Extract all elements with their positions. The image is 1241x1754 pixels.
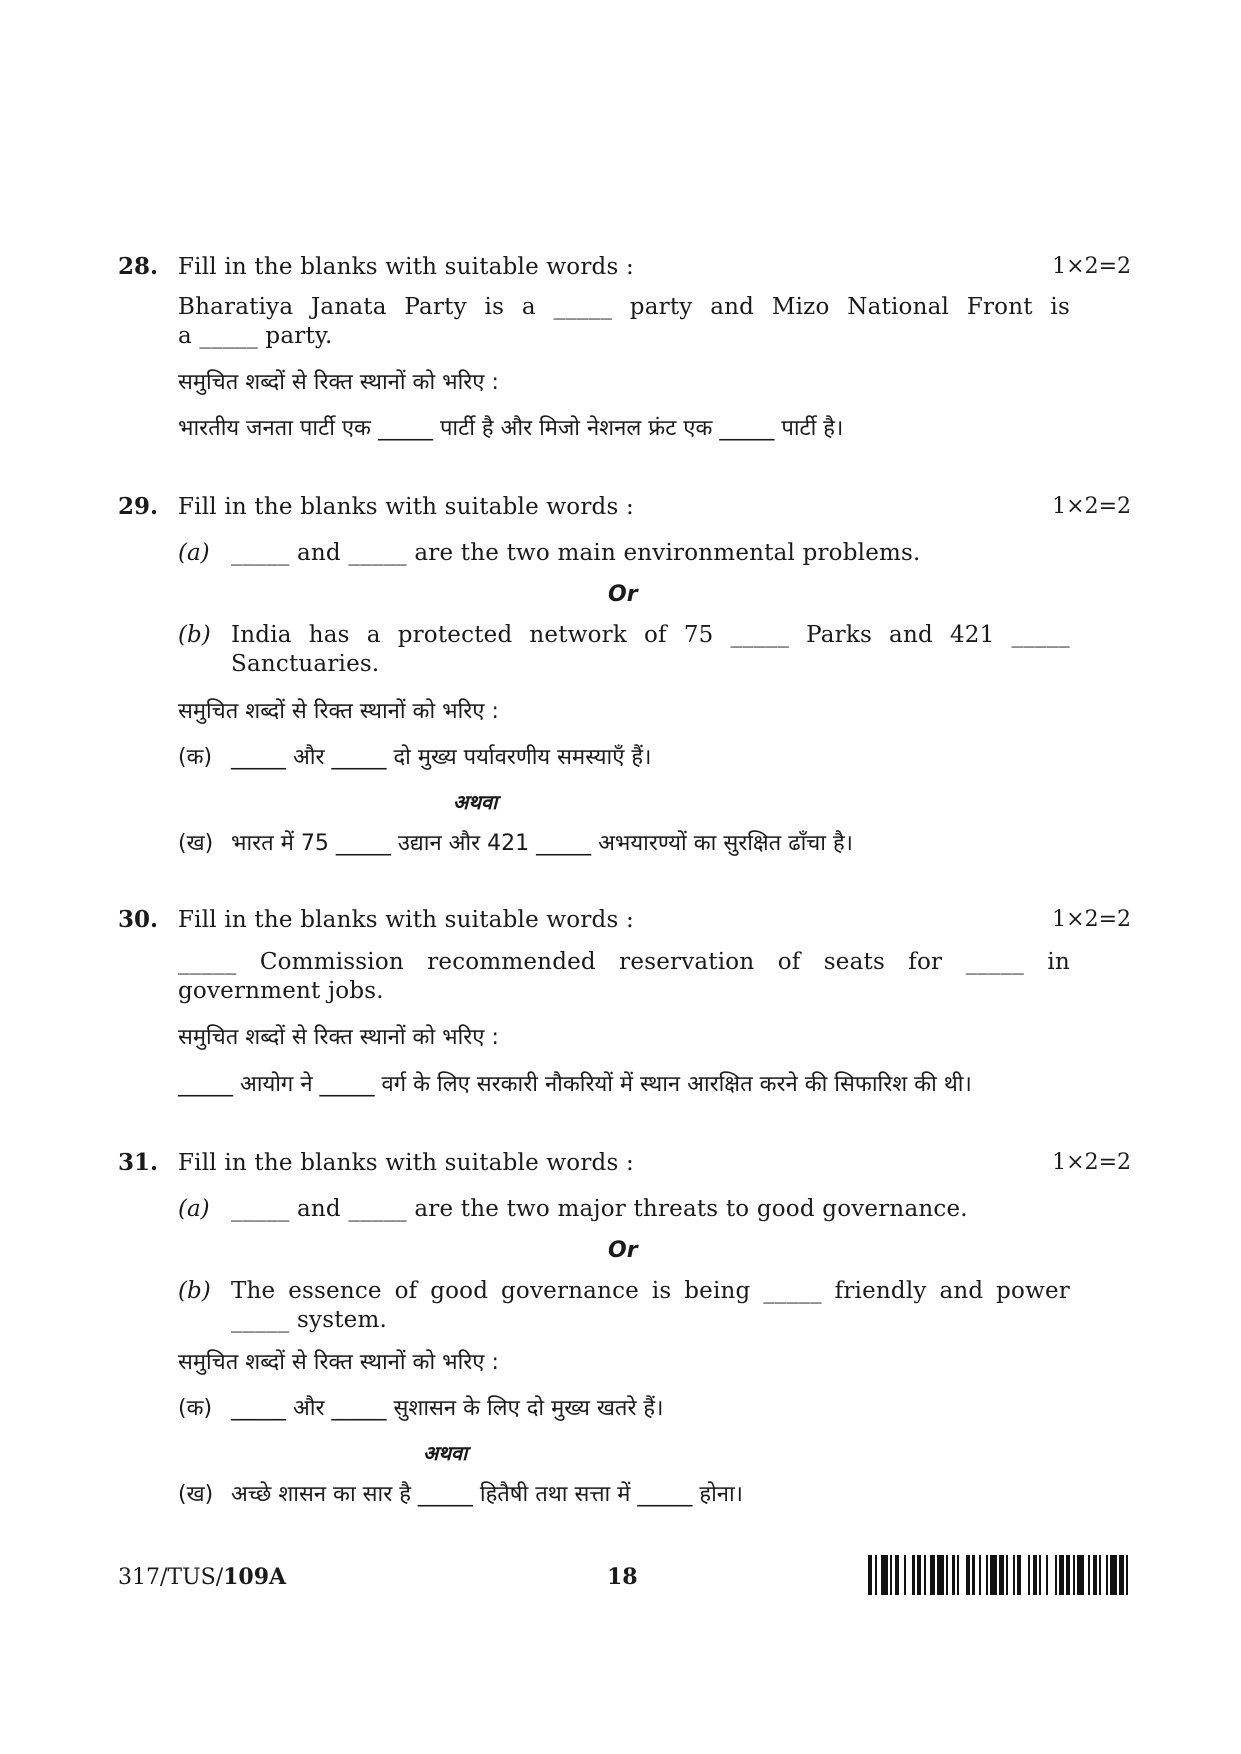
barcode-bar xyxy=(990,1555,997,1595)
barcode-bar xyxy=(1048,1555,1055,1595)
question-text-line1: Bharatiya Janata Party is a _____ party and Mizo National Front is xyxy=(178,294,1070,320)
barcode-bar xyxy=(959,1555,966,1595)
barcode-bar xyxy=(1128,1555,1132,1595)
barcode-bar xyxy=(937,1555,944,1595)
barcode-bar xyxy=(906,1555,913,1595)
question-marks: 1×2=2 xyxy=(1052,907,1131,932)
question-prompt: Fill in the blanks with suitable words : xyxy=(178,254,634,280)
question-marks: 1×2=2 xyxy=(1052,1150,1131,1175)
barcode-bar xyxy=(1077,1555,1084,1595)
option-a-label: (a) xyxy=(178,1196,210,1222)
option-b-line2: Sanctuaries. xyxy=(231,651,380,677)
question-marks: 1×2=2 xyxy=(1052,254,1131,279)
question-text-line1: _____ Commission recommended reservation of seats for _____ in xyxy=(178,949,1070,975)
hindi-prompt: समुचित शब्दों से रिक्त स्थानों को भरिए : xyxy=(178,699,499,724)
question-prompt: Fill in the blanks with suitable words : xyxy=(178,494,634,520)
hindi-or-separator: अथवा xyxy=(423,1441,468,1465)
option-b-label: (b) xyxy=(178,1278,211,1304)
question-prompt: Fill in the blanks with suitable words : xyxy=(178,907,634,933)
or-separator: Or xyxy=(608,1238,638,1263)
option-b-line1: India has a protected network of 75 _____ Parks and 421 _____ xyxy=(231,622,1070,648)
barcode xyxy=(868,1555,1133,1595)
hindi-question-text: _____ आयोग ने _____ वर्ग के लिए सरकारी नौकरियों में स्थान आरक्षित करने की सिफारिश की थी। xyxy=(178,1072,972,1097)
hindi-prompt: समुचित शब्दों से रिक्त स्थानों को भरिए : xyxy=(178,370,499,395)
option-kha-label: (ख) xyxy=(178,831,214,856)
paper-code xyxy=(118,1562,286,1593)
option-ka-text: _____ और _____ दो मुख्य पर्यावरणीय समस्याएँ हैं। xyxy=(231,745,652,770)
option-kha-text: भारत में 75 _____ उद्यान और 421 _____ अभयारण्यों का सुरक्षित ढाँचा है। xyxy=(231,831,853,856)
option-kha-label: (ख) xyxy=(178,1482,214,1507)
option-b-line2: _____ system. xyxy=(231,1307,387,1333)
option-b-label: (b) xyxy=(178,622,211,648)
option-ka-text: _____ और _____ सुशासन के लिए दो मुख्य खतरे हैं। xyxy=(231,1396,664,1421)
option-a-text: _____ and _____ are the two main environmental problems. xyxy=(231,540,921,566)
question-text-line2: a _____ party. xyxy=(178,323,333,349)
question-text-line2: government jobs. xyxy=(178,978,384,1004)
question-marks: 1×2=2 xyxy=(1052,494,1131,519)
option-a-label: (a) xyxy=(178,540,210,566)
or-separator: Or xyxy=(608,582,638,607)
hindi-prompt: समुचित शब्दों से रिक्त स्थानों को भरिए : xyxy=(178,1025,499,1050)
hindi-question-text: भारतीय जनता पार्टी एक _____ पार्टी है और मिजो नेशनल फ्रंट एक _____ पार्टी है। xyxy=(178,416,844,441)
question-number: 30. xyxy=(118,906,159,933)
paper-code-prefix: 317/TUS/ xyxy=(118,1565,224,1590)
option-a-text: _____ and _____ are the two major threats to good governance. xyxy=(231,1196,968,1222)
barcode-bar xyxy=(881,1555,888,1595)
question-number: 29. xyxy=(118,493,159,520)
barcode-bar xyxy=(1110,1555,1117,1595)
barcode-bar xyxy=(1021,1555,1028,1595)
question-prompt: Fill in the blanks with suitable words : xyxy=(178,1150,634,1176)
hindi-prompt: समुचित शब्दों से रिक्त स्थानों को भरिए : xyxy=(178,1350,499,1375)
question-number: 28. xyxy=(118,253,159,280)
hindi-or-separator: अथवा xyxy=(453,790,498,814)
page-number: 18 xyxy=(607,1564,638,1590)
option-b-line1: The essence of good governance is being _____ friendly and power xyxy=(231,1278,1070,1304)
paper-code-bold: 109A xyxy=(223,1564,287,1590)
option-ka-label: (क) xyxy=(178,1396,213,1421)
option-kha-text: अच्छे शासन का सार है _____ हितैषी तथा सत्ता में _____ होना। xyxy=(231,1482,744,1507)
question-number: 31. xyxy=(118,1149,159,1176)
option-ka-label: (क) xyxy=(178,745,213,770)
